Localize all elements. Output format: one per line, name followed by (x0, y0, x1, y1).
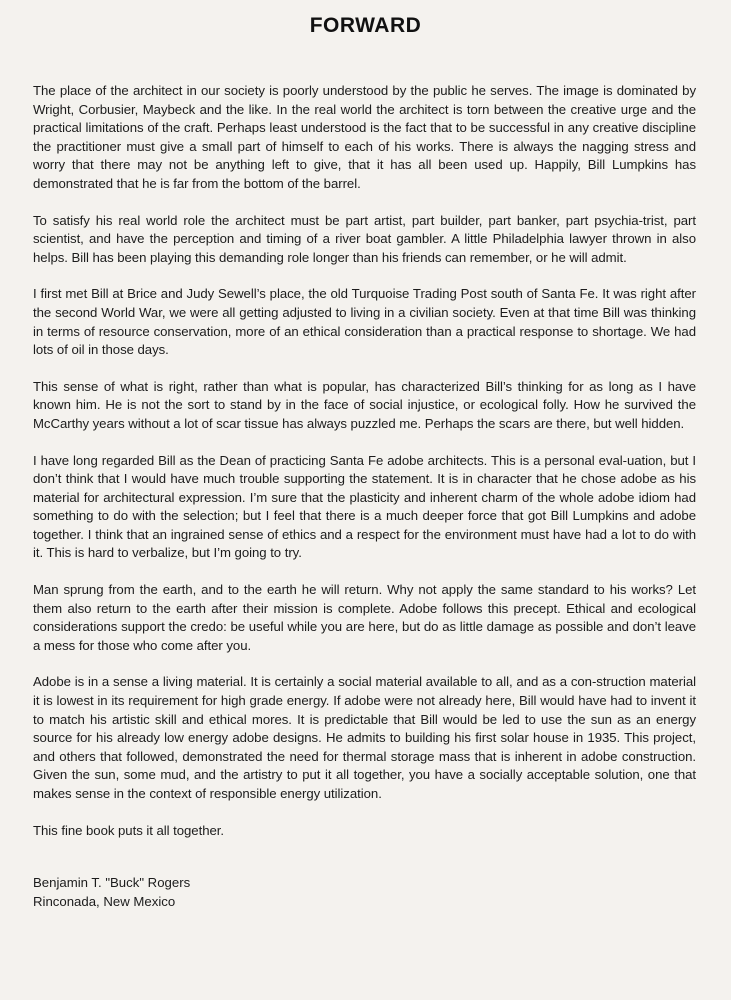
page-title: FORWARD (309, 14, 422, 37)
paragraph-7: Adobe is in a sense a living material. It is certainly a social material available to all, and as a con-struction material it is lowest in its requirement for high grade energy. If adobe were not already here, Bill would have had to invent it to match his artistic skill and ethical mores. It is predictable that Bill would be led to use the sun as an energy source for his already low energy adobe designs. He admits to building his first solar house in 1935. This project, and others that followed, demonstrated the need for thermal storage mass that is inherent in adobe construction. Given the sun, some mud, and the artistry to put it all together, you have a socially acceptable solution, one that makes sense in the context of responsible energy utilization. (33, 674, 696, 801)
paragraph-4: This sense of what is right, rather than what is popular, has characterized Bill’s thinking for as long as I have known him. He is not the sort to stand by in the face of social injustice, or ecological folly. How he survived the McCarthy years without a lot of scar tissue has always puzzled me. Perhaps the scars are there, but well hidden. (33, 378, 696, 431)
paragraph-1: The place of the architect in our society is poorly understood by the public he serves. The image is dominated by Wright, Corbusier, Maybeck and the like. In the real world the architect is torn between the creative urge and the practical limitations of the craft. Perhaps least understood is the fact that to be successful in any creative discipline the practitioner must give a small part of himself to each of his works. There is always the nagging stress and worry that there may not be anything left to give, that it has all been used up. Happily, Bill Lumpkins has demonstrated that he is far from the bottom of the barrel. (33, 83, 696, 191)
foreword-body (33, 82, 696, 911)
signature-location: Rinconada, New Mexico (33, 893, 176, 909)
paragraph-6: Man sprung from the earth, and to the earth he will return. Why not apply the same standard to his works? Let them also return to the earth after their mission is complete. Adobe follows this precept. Ethical and ecological considerations support the credo: be useful while you are here, but do as little damage as possible and don’t leave a mess for those who come after you. (33, 582, 696, 653)
paragraph-3: I first met Bill at Brice and Judy Sewell’s place, the old Turquoise Trading Post south of Santa Fe. It was right after the second World War, we were all getting adjusted to living in a civilian society. Even at that time Bill was thinking in terms of resource conservation, more of an ethical consideration than a practical response to shortage. We had lots of oil in those days. (33, 286, 696, 358)
signature-name: Benjamin T. "Buck" Rogers (33, 875, 191, 891)
paragraph-5: I have long regarded Bill as the Dean of practicing Santa Fe adobe architects. This is a personal eval-uation, but I don’t think that I would have much trouble supporting the statement. It is in character that he chose adobe as his material for architectural expression. I’m sure that the plasticity and inherent charm of the whole adobe idiom had something to do with the selection; but I feel that there is a much deeper force that got Bill Lumpkins and adobe together. I think that an ingrained sense of ethics and a respect for the environment must have had a lot to do with it. This is hard to verbalize, but I’m going to try. (33, 452, 696, 561)
paragraph-2: To satisfy his real world role the architect must be part artist, part builder, part banker, part psychia-trist, part scientist, and have the perception and timing of a river boat gambler. A little Philadelphia lawyer thrown in also helps. Bill has been playing this demanding role longer than his friends can remember, or he will admit. (33, 212, 696, 265)
paragraph-8: This fine book puts it all together. (33, 822, 224, 838)
signature-block (33, 874, 696, 911)
